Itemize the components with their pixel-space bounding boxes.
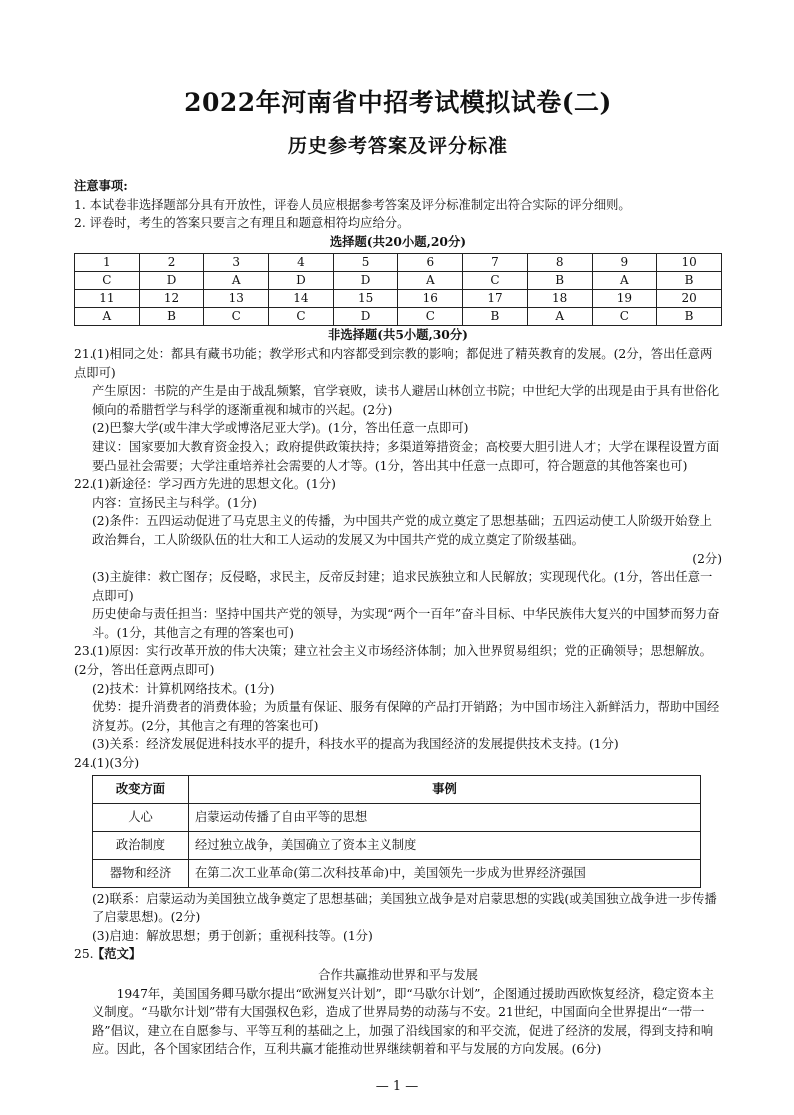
table-cell: D (139, 272, 204, 290)
answer-line (74, 345, 722, 382)
table-cell: C (592, 308, 657, 326)
table-cell: A (398, 272, 463, 290)
answer-text: (3)主旋律：救亡图存；反侵略，求民主，反帝反封建；追求民族独立和人民解放；实现现代化。(1分，答出任意一点即可) (92, 570, 713, 603)
table-cell: 18 (527, 290, 592, 308)
table-row (93, 831, 701, 859)
question-number: 22. (74, 477, 94, 492)
table-cell: B (463, 308, 528, 326)
table-cell: C (463, 272, 528, 290)
page-title: 2022年河南省中招考试模拟试卷(二) (184, 88, 612, 117)
table-cell: A (527, 308, 592, 326)
table-cell: 6 (398, 254, 463, 272)
table-cell: 经过独立战争，美国确立了资本主义制度 (189, 831, 701, 859)
answer-line (74, 475, 722, 494)
table-cell: D (269, 272, 334, 290)
page-number: — 1 — (375, 1079, 419, 1094)
answer-line (74, 642, 722, 679)
table-cell: 20 (657, 290, 722, 308)
table-cell: A (592, 272, 657, 290)
table-cell: 17 (463, 290, 528, 308)
table-cell: 3 (204, 254, 269, 272)
table-cell: A (75, 308, 140, 326)
table-cell: 启蒙运动传播了自由平等的思想 (189, 803, 701, 831)
score-note: (2分) (692, 551, 722, 566)
question-number: 25. (74, 947, 94, 962)
answer-text: 内容：宣扬民主与科学。(1分) (92, 495, 257, 510)
table-cell: 人心 (93, 803, 189, 831)
question-22 (74, 475, 722, 642)
table-header-row (93, 775, 701, 803)
table-row (75, 272, 722, 290)
table-cell: 13 (204, 290, 269, 308)
table-cell: B (139, 308, 204, 326)
table-row (93, 803, 701, 831)
table-cell: 5 (333, 254, 398, 272)
answer-text: (1)原因：实行改革开放的伟大决策；建立社会主义市场经济体制；加入世界贸易组织；党的正确领导；思想解放。(2分，答出任意两点即可) (74, 644, 712, 678)
question-21 (74, 345, 722, 475)
table-cell: B (527, 272, 592, 290)
question-number: 23. (74, 644, 94, 659)
notice-item: 2. 评卷时，考生的答案只要言之有理且和题意相符均应给分。 (74, 216, 410, 231)
notice-heading: 注意事项: (74, 178, 128, 193)
nonmc-section-title: 非选择题(共5小题,30分) (328, 327, 468, 343)
answer-text: (3)关系：经济发展促进科技水平的提升，科技水平的提高为我国经济的发展提供技术支持。(1分) (92, 737, 619, 752)
table-cell: B (657, 272, 722, 290)
table-cell: 2 (139, 254, 204, 272)
table-cell: C (398, 308, 463, 326)
table-cell: A (204, 272, 269, 290)
table-cell: C (204, 308, 269, 326)
essay-text: 1947年，美国国务卿马歇尔提出“欧洲复兴计划”，即“马歇尔计划”，企图通过援助西欧恢复经济，稳定资本主义制度。“马歇尔计划”带有大国强权色彩，造成了世界局势的动荡与不安。21世纪，中国面向全世界提出“一带一路”倡议，建立在自愿参与、平等互利的基础之上，加强了沿线国家的和平交流，促进了经济的发展，得到支持和响应。因此，各个国家团结合作，互利共赢才能推动世界继续朝着和平与发展的方向发展。(6分) (92, 986, 715, 1057)
answer-text: 优势：提升消费者的消费体验；为质量有保证、服务有保障的产品打开销路；为中国市场注入新鲜活力，帮助中国经济复苏。(2分，其他言之有理的答案也可) (92, 700, 720, 733)
question-24 (74, 754, 722, 945)
answer-text: (2)技术：计算机网络技术。(1分) (92, 681, 275, 696)
table-row (75, 308, 722, 326)
notice-item: 1. 本试卷非选择题部分具有开放性，评卷人员应根据参考答案及评分标准制定出符合实际的评分细则。 (74, 197, 631, 212)
table-cell: 1 (75, 254, 140, 272)
page-subtitle: 历史参考答案及评分标准 (287, 135, 508, 157)
answer-text: (1)新途径：学习西方先进的思想文化。(1分) (92, 477, 336, 492)
table-cell: 政治制度 (93, 831, 189, 859)
mc-section-title: 选择题(共20小题,20分) (329, 233, 467, 249)
change-examples-table (92, 775, 701, 888)
table-cell: 10 (657, 254, 722, 272)
essay-title: 合作共赢推动世界和平与发展 (318, 968, 478, 982)
table-cell: 19 (592, 290, 657, 308)
table-cell: 8 (527, 254, 592, 272)
mc-answer-table (74, 253, 722, 326)
table-cell: D (333, 308, 398, 326)
answer-text: 历史使命与责任担当：坚持中国共产党的领导，为实现“两个一百年”奋斗目标、中华民族伟大复兴的中国梦而努力奋斗。(1分，其他言之有理的答案也可) (92, 607, 720, 640)
table-row (75, 254, 722, 272)
essay-label: 【范文】 (92, 946, 142, 962)
table-cell: D (333, 272, 398, 290)
table-row (93, 859, 701, 887)
answer-line (74, 945, 722, 964)
answer-text: (1)(3分) (92, 756, 140, 771)
question-number: 21. (74, 346, 94, 361)
table-cell: 16 (398, 290, 463, 308)
table-cell: 在第二次工业革命(第二次科技革命)中，美国领先一步成为世界经济强国 (189, 859, 701, 887)
table-cell: 7 (463, 254, 528, 272)
table-cell: 11 (75, 290, 140, 308)
table-cell: 12 (139, 290, 204, 308)
question-23 (74, 642, 722, 754)
table-cell: 4 (269, 254, 334, 272)
answer-line (74, 754, 722, 773)
answer-text: (2)联系：启蒙运动为美国独立战争奠定了思想基础；美国独立战争是对启蒙思想的实践(或美国独立战争进一步传播了启蒙思想)。(2分) (92, 891, 717, 925)
answer-text: (2)巴黎大学(或牛津大学或博洛尼亚大学)。(1分，答出任意一点即可) (92, 421, 469, 436)
notice-section (74, 177, 722, 233)
column-header: 事例 (189, 775, 701, 803)
answer-text: (3)启迪：解放思想；勇于创新；重视科技等。(1分) (92, 928, 373, 943)
answer-text: 产生原因：书院的产生是由于战乱频繁，官学衰败，读书人避居山林创立书院；中世纪大学的出现是由于具有世俗化倾向的希腊哲学与科学的逐渐重视和城市的兴起。(2分) (92, 384, 720, 417)
table-cell: 14 (269, 290, 334, 308)
question-25 (74, 945, 722, 1059)
answer-text: 建议：国家要加大教育资金投入；政府提供政策扶持；多渠道筹措资金；高校要大胆引进人才；大学在课程设置方面要凸显社会需要；大学注重培养社会需要的人才等。(1分，答出其中任意一点即可，符合题意的其他答案也可) (92, 439, 720, 473)
table-cell: 9 (592, 254, 657, 272)
answer-text: (1)相同之处：都具有藏书功能；教学形式和内容都受到宗教的影响；都促进了精英教育的发展。(2分，答出任意两点即可) (74, 346, 713, 380)
question-number: 24. (74, 756, 94, 771)
table-cell: C (269, 308, 334, 326)
answer-text: (2)条件：五四运动促进了马克思主义的传播，为中国共产党的成立奠定了思想基础；五四运动使工人阶级开始登上政治舞台，工人阶级队伍的壮大和工人运动的发展又为中国共产党的成立奠定了阶级基础。 (92, 514, 712, 547)
table-row (75, 290, 722, 308)
table-cell: 15 (333, 290, 398, 308)
table-cell: B (657, 308, 722, 326)
column-header: 改变方面 (93, 775, 189, 803)
table-cell: C (75, 272, 140, 290)
table-cell: 器物和经济 (93, 859, 189, 887)
